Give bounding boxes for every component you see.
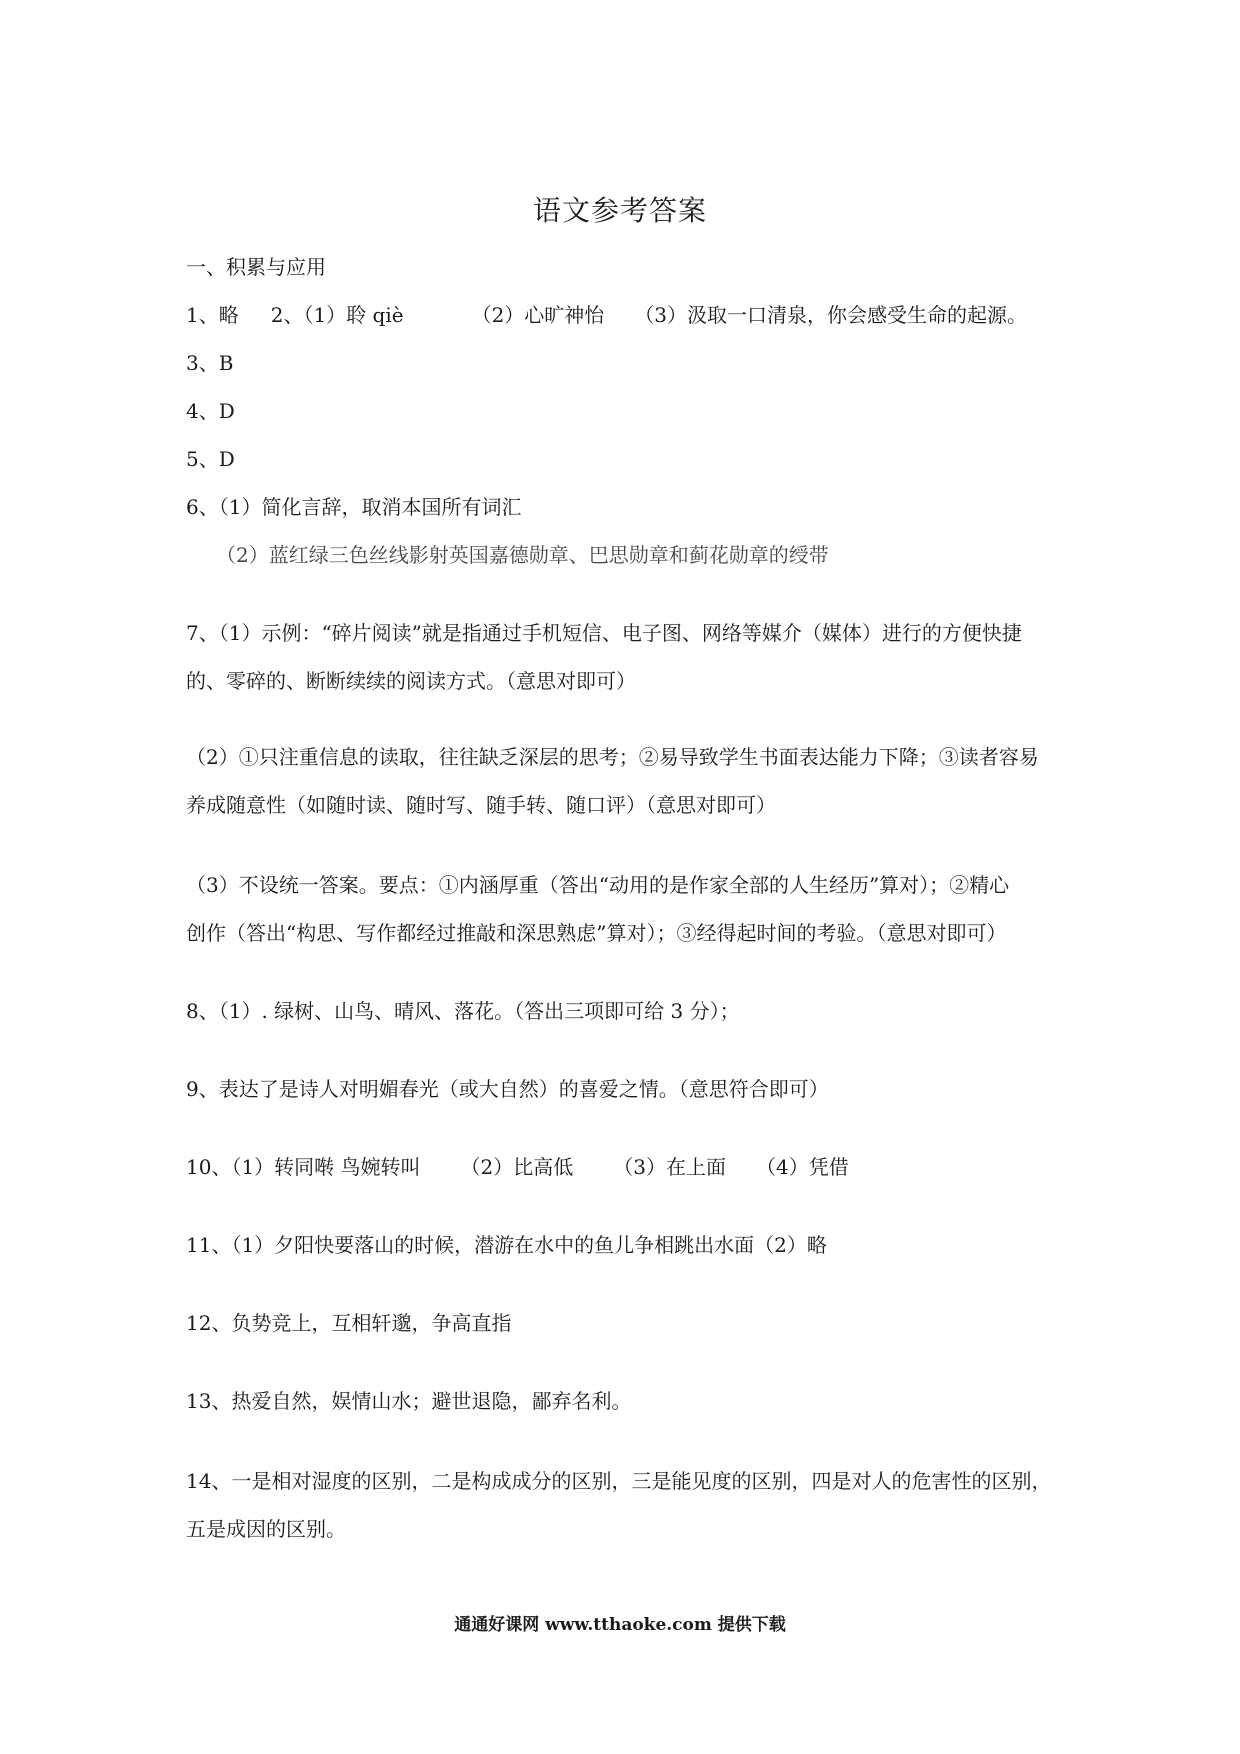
answer-6-part2: （2）蓝红绿三色丝线影射英国嘉德勋章、巴思勋章和蓟花勋章的绶带 [216,543,829,567]
page-title: 语文参考答案 [532,194,707,227]
answer-10-part1: 10、（1）转同啭 鸟婉转叫 [186,1155,421,1179]
answer-10 [186,1154,849,1180]
answer-5: 5、D [186,447,235,471]
answer-7-part1-line2: 的、零碎的、断断续续的阅读方式。（意思对即可） [186,669,636,693]
answer-9: 9、表达了是诗人对明媚春光（或大自然）的喜爱之情。（意思符合即可） [186,1077,829,1101]
answer-14-line2: 五是成因的区别。 [186,1517,346,1541]
answer-7-part1-line1: 7、（1）示例：“碎片阅读”就是指通过手机短信、电子图、网络等媒介（媒体）进行的方便快捷 [186,621,1022,645]
answer-7-part2-line2: 养成随意性（如随时读、随时写、随手转、随口评）（意思对即可） [186,793,776,817]
answer-7-part3-line2: 创作（答出“构思、写作都经过推敲和深思熟虑”算对）；③经得起时间的考验。（意思对即可） [186,921,1007,945]
answer-10-part2: （2）比高低 [460,1155,574,1179]
answer-3: 3、B [186,351,234,375]
answer-7-part2-line1: （2）①只注重信息的读取，往往缺乏深层的思考；②易导致学生书面表达能力下降；③读者容易 [186,745,1039,769]
answer-10-part3: （3）在上面 [613,1155,726,1179]
footer-watermark: 通通好课网 www.tthaoke.com 提供下载 [454,1615,786,1635]
answer-8: 8、（1）. 绿树、山鸟、晴风、落花。（答出三项即可给 3 分）； [186,999,740,1023]
answer-6-part1: 6、（1）简化言辞，取消本国所有词汇 [186,495,522,519]
answer-2-part2: （2）心旷神怡 [471,303,605,327]
section-heading: 一、积累与应用 [186,255,326,279]
answer-10-part4: （4）凭借 [756,1155,849,1179]
answer-2-part3: （3）汲取一口清泉，你会感受生命的起源。 [634,303,1028,327]
answer-14-line1: 14、一是相对湿度的区别，二是构成成分的区别，三是能见度的区别，四是对人的危害性的区别， [186,1469,1052,1493]
answer-12: 12、负势竞上，互相轩邈，争高直指 [186,1311,512,1335]
answer-7-part3-line1: （3）不设统一答案。要点：①内涵厚重（答出“动用的是作家全部的人生经历”算对）；②精心 [186,873,1010,897]
answer-1: 1、略 [186,303,239,327]
answer-2-part1: 2、（1）聆 qiè [270,303,404,327]
answer-11: 11、（1）夕阳快要落山的时候，潜游在水中的鱼儿争相跳出水面（2）略 [186,1233,827,1257]
answer-13: 13、热爱自然，娱情山水；避世退隐，鄙弃名利。 [186,1389,632,1413]
answer-4: 4、D [186,399,235,423]
answer-1-2 [186,302,1027,328]
